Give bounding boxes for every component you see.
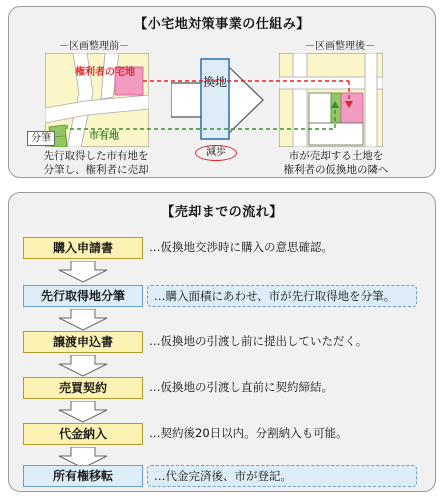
mechanism-title: 【小宅地対策事業の仕組み】 [134, 17, 310, 32]
step-advance-land-split: 先行取得地分筆 [23, 285, 143, 307]
caption-right-line2: 権利者の仮換地の隣へ [283, 164, 389, 176]
step-ownership-transfer: 所有権移転 [23, 465, 143, 487]
step-purchase-application-desc: …仮換地交渉時に購入の意思確認。 [149, 240, 333, 254]
after-label: －区画整理後－ [305, 41, 375, 52]
flow-arrow-3 [57, 355, 109, 377]
step-transfer-application-desc: …仮換地の引渡し前に提出していただく。 [149, 334, 368, 348]
caption-right-line1: 市が売却する土地を [288, 150, 384, 162]
caption-left-line1: 先行取得した市有地を [43, 150, 149, 162]
owner-land-label: 権利者の宅地 [75, 67, 135, 78]
flow-arrow-4 [57, 401, 109, 423]
flow-arrow-1 [57, 261, 109, 283]
flow-arrow-2 [57, 309, 109, 331]
caption-left-line2: 分筆し、権利者に売却 [43, 164, 149, 176]
step-payment: 代金納入 [23, 423, 143, 445]
before-label: －区画整理前－ [59, 41, 129, 52]
split-label: 分筆 [27, 131, 55, 146]
replot-label: 換地 [202, 75, 227, 89]
flow-title: 【売却までの流れ】 [161, 205, 283, 220]
city-arrow-head [331, 101, 339, 108]
step-sales-contract: 売買契約 [23, 377, 143, 399]
city-land-label: 市有地 [89, 131, 119, 142]
flow-panel [8, 192, 436, 492]
reduction-badge: 減歩 [195, 145, 237, 161]
step-ownership-transfer-desc: …代金完済後、市が登記。 [147, 465, 417, 487]
mechanism-panel [8, 6, 436, 178]
step-sales-contract-desc: …仮換地の引渡し直前に契約締結。 [149, 380, 333, 394]
step-transfer-application: 譲渡申込書 [23, 331, 143, 353]
step-purchase-application: 購入申請書 [23, 237, 143, 259]
step-payment-desc: …契約後20日以内。分割納入も可能。 [149, 426, 348, 440]
owner-arrow-head [345, 101, 353, 108]
step-advance-land-split-desc: …購入面積にあわせ、市が先行取得地を分筆。 [147, 285, 417, 307]
city-dashed-line [67, 107, 335, 129]
caption-left [31, 149, 161, 177]
caption-right [271, 149, 401, 177]
